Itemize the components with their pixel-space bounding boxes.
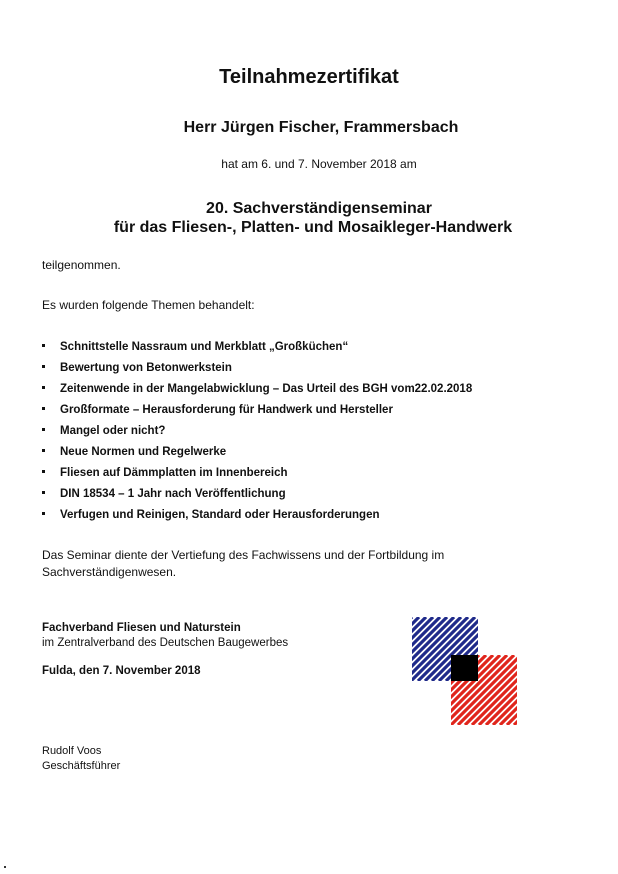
topic-item: [42, 403, 472, 424]
topic-item: [42, 361, 472, 382]
topic-label: Fliesen auf Dämmplatten im Innenbereich: [60, 467, 288, 479]
bullet-icon: [42, 491, 45, 494]
participated-text: teilgenommen.: [42, 258, 121, 272]
attendance-date-line: hat am 6. und 7. November 2018 am: [221, 157, 417, 171]
topics-list: [42, 340, 472, 529]
certificate-title: Teilnahmezertifikat: [219, 66, 399, 88]
topic-label: Zeitenwende in der Mangelabwicklung – Das Urteil des BGH vom22.02.2018: [60, 383, 473, 395]
topic-item: [42, 340, 472, 361]
bullet-icon: [42, 386, 45, 389]
bullet-icon: [42, 470, 45, 473]
topics-intro: Es wurden folgende Themen behandelt:: [42, 298, 255, 312]
topic-item: [42, 382, 472, 403]
scan-speck: [4, 866, 6, 868]
bullet-icon: [42, 449, 45, 452]
topic-item: [42, 487, 472, 508]
topic-item: [42, 445, 472, 466]
bullet-icon: [42, 512, 45, 515]
topic-label: Schnittstelle Nassraum und Merkblatt „Großküchen“: [60, 341, 349, 353]
black-square-icon: [451, 655, 478, 681]
issuer-org-name: Fachverband Fliesen und Naturstein: [42, 622, 241, 634]
signer-name: Rudolf Voos: [42, 745, 102, 757]
issuer-org-subtitle: im Zentralverband des Deutschen Baugewerbes: [42, 637, 289, 649]
topic-label: Verfugen und Reinigen, Standard oder Herausforderungen: [60, 509, 380, 521]
seminar-subtitle: für das Fliesen-, Platten- und Mosaikleger-Handwerk: [113, 219, 513, 236]
topic-label: Mangel oder nicht?: [60, 425, 166, 437]
bullet-icon: [42, 344, 45, 347]
bullet-icon: [42, 407, 45, 410]
closing-statement: Das Seminar diente der Vertiefung des Fachwissens und der Fortbildung im Sachverständigenwesen.: [42, 548, 445, 579]
seminar-title: 20. Sachverständigenseminar: [206, 200, 432, 217]
bullet-icon: [42, 428, 45, 431]
bullet-icon: [42, 365, 45, 368]
topic-label: Neue Normen und Regelwerke: [60, 446, 227, 458]
topic-label: Großformate – Herausforderung für Handwerk und Hersteller: [60, 404, 393, 416]
topic-item: [42, 424, 472, 445]
place-and-date: Fulda, den 7. November 2018: [42, 665, 201, 677]
zdb-logo-icon: [412, 617, 517, 725]
participant-name: Herr Jürgen Fischer, Frammersbach: [183, 119, 459, 136]
topic-label: DIN 18534 – 1 Jahr nach Veröffentlichung: [60, 488, 286, 500]
topic-item: [42, 466, 472, 487]
topic-label: Bewertung von Betonwerkstein: [60, 362, 232, 374]
signer-role: Geschäftsführer: [42, 760, 121, 772]
topic-item: [42, 508, 472, 529]
